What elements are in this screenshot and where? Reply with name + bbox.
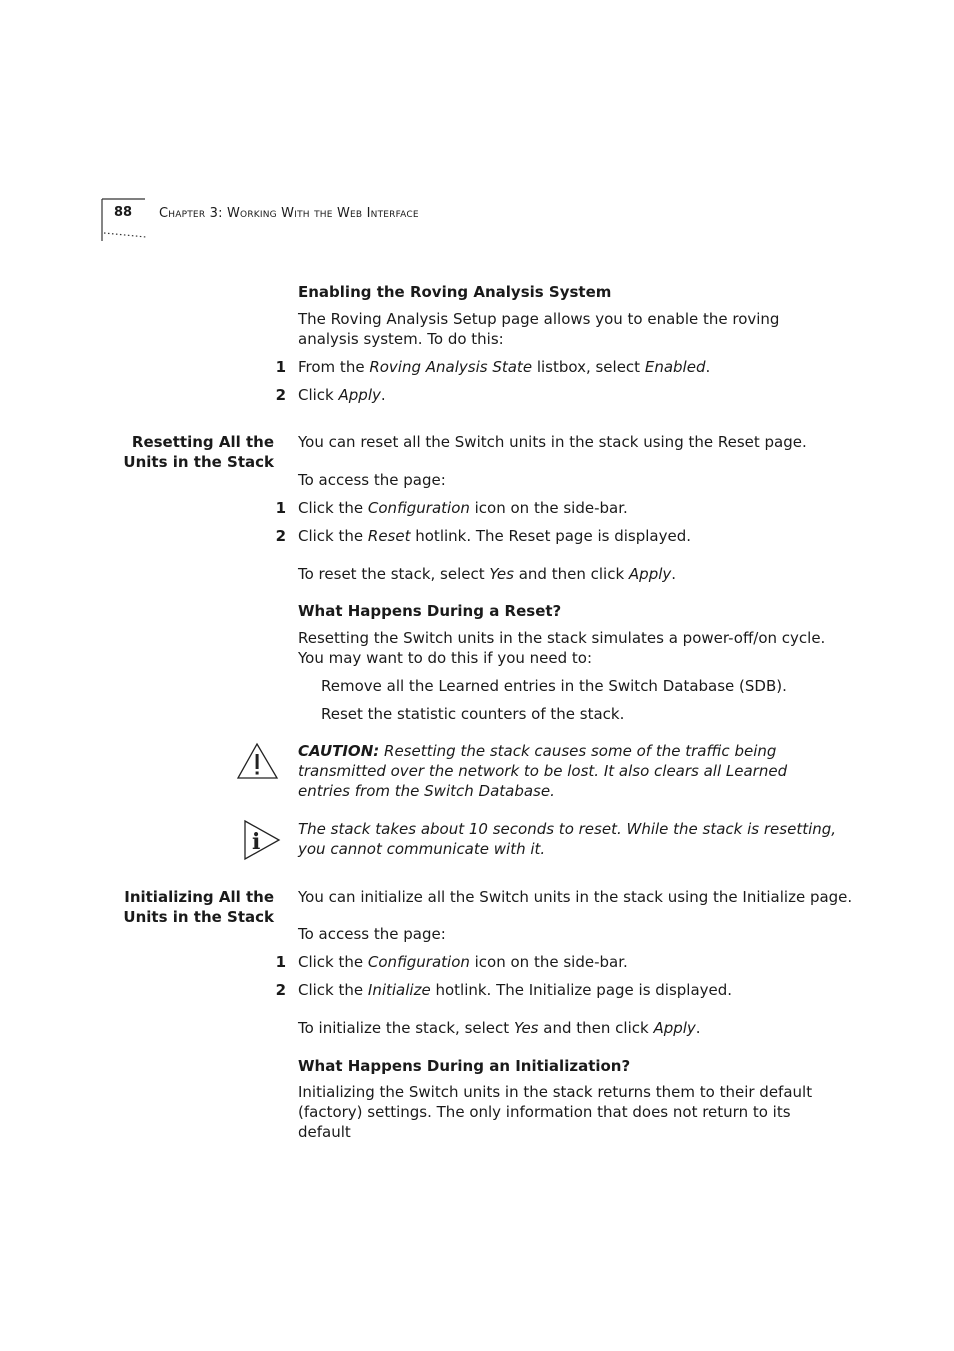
roving-step1: From the Roving Analysis State listbox, select Enabled. [298, 358, 711, 376]
reset-access: To access the page: [298, 471, 446, 489]
reset-side-heading: Resetting All the Units in the Stack [123, 433, 274, 471]
init-intro: You can initialize all the Switch units in the stack using the Initialize page. [298, 888, 853, 906]
reset-step1-number: 1 [275, 499, 286, 517]
reset-sub-heading: What Happens During a Reset? [298, 602, 562, 620]
reset-bullet-2: Reset the statistic counters of the stack. [321, 705, 625, 723]
roving-step2-number: 2 [275, 386, 286, 404]
init-step2-number: 2 [275, 981, 286, 999]
init-final: To initialize the stack, select Yes and then click Apply. [298, 1019, 701, 1037]
reset-step2-number: 2 [275, 527, 286, 545]
reset-intro: You can reset all the Switch units in the stack using the Reset page. [298, 433, 807, 451]
page-number: 88 [114, 205, 133, 220]
init-access: To access the page: [298, 925, 446, 943]
reset-bullet-1: Remove all the Learned entries in the Switch Database (SDB). [321, 677, 787, 695]
init-sub-heading: What Happens During an Initialization? [298, 1057, 631, 1075]
roving-step2: Click Apply. [298, 386, 386, 404]
info-note-icon [242, 819, 282, 861]
reset-step1: Click the Configuration icon on the side-bar. [298, 499, 628, 517]
roving-step1-number: 1 [275, 358, 286, 376]
init-sub-intro: Initializing the Switch units in the stack returns them to their default (factory) settings. The only information that does not return to its default [298, 1083, 813, 1141]
svg-text:i: i [252, 829, 261, 855]
roving-intro: The Roving Analysis Setup page allows you to enable the roving analysis system. To do this: [298, 310, 780, 348]
reset-final: To reset the stack, select Yes and then click Apply. [298, 565, 677, 583]
note-text: The stack takes about 10 seconds to reset. While the stack is resetting, you cannot communicate with it. [298, 820, 837, 858]
init-step2: Click the Initialize hotlink. The Initialize page is displayed. [298, 981, 733, 999]
init-step1: Click the Configuration icon on the side-bar. [298, 953, 628, 971]
roving-heading: Enabling the Roving Analysis System [298, 283, 612, 301]
init-side-heading: Initializing All the Units in the Stack [123, 888, 274, 926]
init-step1-number: 1 [275, 953, 286, 971]
reset-step2: Click the Reset hotlink. The Reset page is displayed. [298, 527, 691, 545]
caution-text: CAUTION: Resetting the stack causes some of the traffic being transmitted over the network to be lost. It also clears all Learned entries from the Switch Database. [298, 742, 788, 800]
reset-sub-intro: Resetting the Switch units in the stack simulates a power-off/on cycle. You may want to do this if you need to: [298, 629, 826, 667]
chapter-title: Chapter 3: Working With the Web Interface [159, 206, 419, 221]
caution-icon [236, 742, 280, 780]
